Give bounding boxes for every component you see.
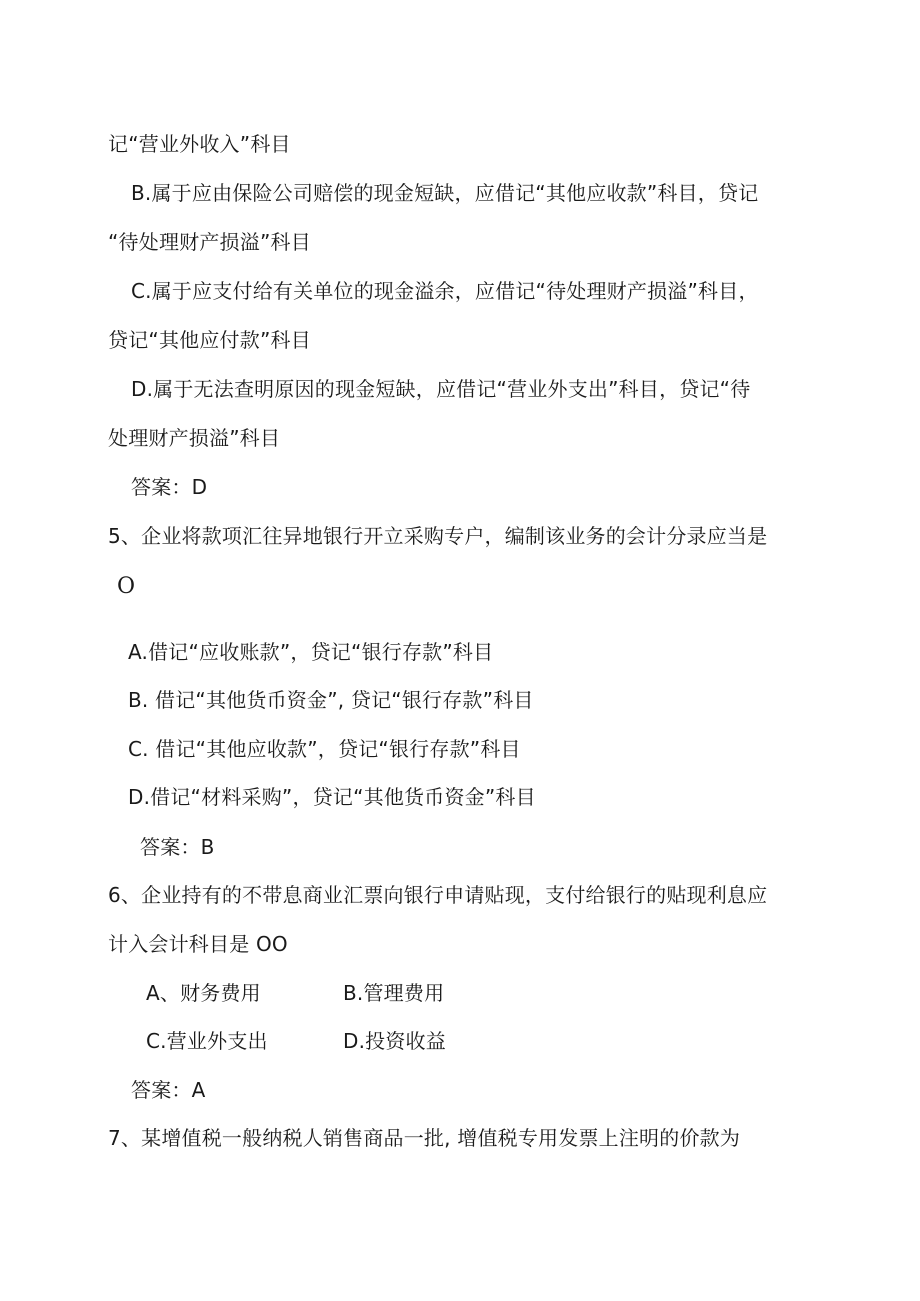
answer-4: 答案：D (131, 475, 208, 499)
question-5-blank: O (117, 574, 136, 599)
question-7-line-1: 7、某增值税一般纳税人销售商品一批, 增值税专用发票上注明的价款为 (108, 1126, 741, 1150)
option-d-line-2: 处理财产损溢”科目 (108, 426, 281, 450)
q6-option-b: B.管理费用 (343, 981, 445, 1005)
option-b-line-1: B.属于应由保险公司赔偿的现金短缺，应借记“其他应收款”科目，贷记 (131, 181, 759, 205)
q6-option-c: C.营业外支出 (146, 1029, 268, 1053)
q6-option-a: A、财务费用 (146, 981, 261, 1005)
question-6-line-2: 计入会计科目是 OO (108, 932, 288, 956)
question-5: 5、企业将款项汇往异地银行开立采购专户，编制该业务的会计分录应当是 (108, 524, 768, 548)
q5-option-b: B. 借记“其他货币资金”, 贷记“银行存款”科目 (128, 688, 534, 712)
answer-5: 答案：B (140, 835, 215, 859)
option-c-line-1: C.属于应支付给有关单位的现金溢余，应借记“待处理财产损溢”科目， (131, 279, 759, 303)
answer-6: 答案：A (131, 1078, 206, 1102)
text-line-1: 记“营业外收入”科目 (108, 132, 291, 156)
q6-option-d: D.投资收益 (343, 1029, 446, 1053)
option-c-line-2: 贷记“其他应付款”科目 (108, 328, 311, 352)
q5-option-d: D.借记“材料采购”，贷记“其他货币资金”科目 (128, 785, 536, 809)
q5-option-a: A.借记“应收账款”，贷记“银行存款”科目 (128, 640, 494, 664)
option-b-line-2: “待处理财产损溢”科目 (108, 230, 311, 254)
question-6-line-1: 6、企业持有的不带息商业汇票向银行申请贴现，支付给银行的贴现利息应 (108, 883, 768, 907)
option-d-line-1: D.属于无法查明原因的现金短缺，应借记“营业外支出”科目，贷记“待 (131, 377, 751, 401)
q5-option-c: C. 借记“其他应收款”，贷记“银行存款”科目 (128, 737, 521, 761)
